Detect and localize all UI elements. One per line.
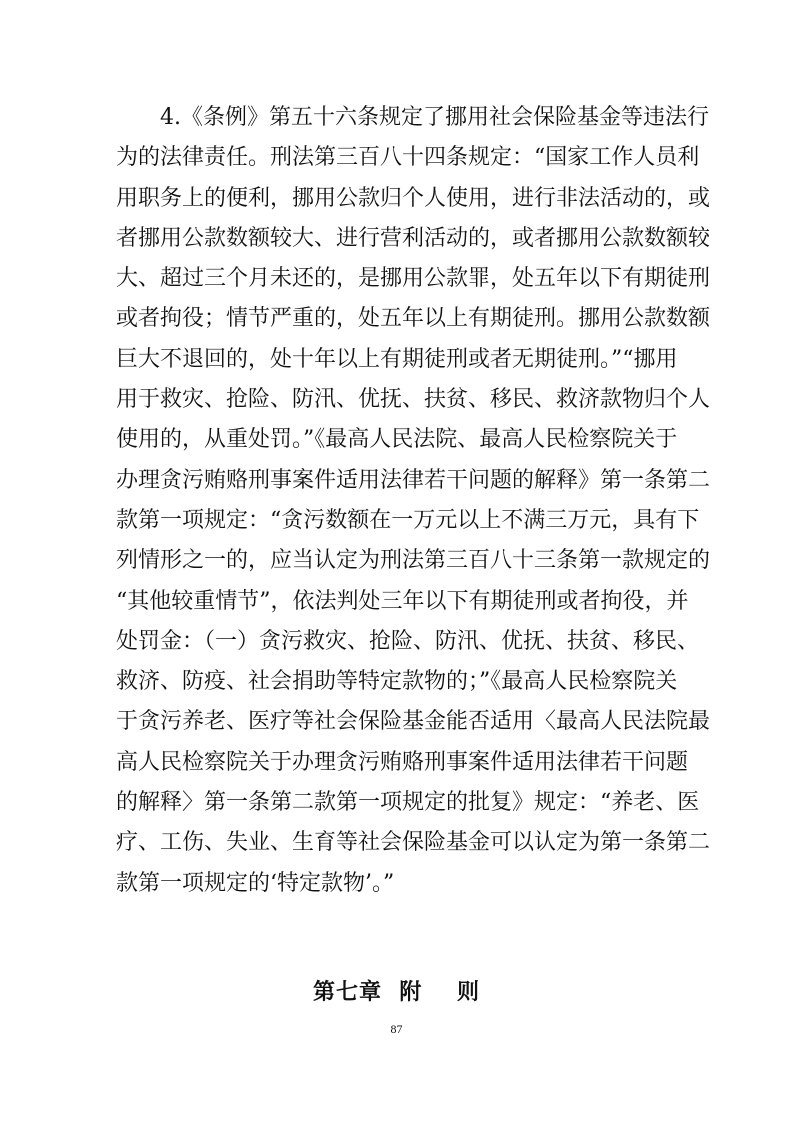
text-line: 或者拘役；情节严重的，处五年以上有期徒刑。挪用公款数额 — [116, 306, 711, 332]
text-line: 列情形之一的，应当认定为刑法第三百八十三条第一款规定的 — [116, 548, 711, 574]
text-line: 用于救灾、抢险、防汛、优抚、扶贫、移民、救济款物归个人 — [116, 387, 711, 413]
body-paragraph — [116, 98, 711, 904]
text-line: 高人民检察院关于办理贪污贿赂刑事案件适用法律若干问题 — [116, 749, 689, 775]
text-line: 使用的，从重处罚。”《最高人民法院、最高人民检察院关于 — [116, 427, 678, 453]
text-line: 的解释〉第一条第二款第一项规定的批复》规定：“养老、医 — [116, 790, 700, 816]
text-line: 处罚金：（一）贪污救灾、抢险、防汛、优抚、扶贫、移民、 — [116, 628, 700, 654]
text-line: 者挪用公款数额较大、进行营利活动的，或者挪用公款数额较 — [116, 225, 711, 251]
text-line: 用职务上的便利，挪用公款归个人使用，进行非法活动的，或 — [116, 185, 711, 211]
text-line: “其他较重情节”，依法判处三年以下有期徒刑或者拘役，并 — [116, 588, 689, 614]
text-line: 巨大不退回的，处十年以上有期徒刑或者无期徒刑。”“挪用 — [116, 346, 678, 372]
chapter-heading: 第七章 附 则 — [313, 980, 480, 1005]
text-line: 款第一项规定的‘特定款物’。” — [116, 870, 395, 896]
text-line: 大、超过三个月未还的，是挪用公款罪，处五年以下有期徒刑 — [116, 266, 711, 292]
text-line: 办理贪污贿赂刑事案件适用法律若干问题的解释》第一条第二 — [116, 467, 711, 493]
page-number: 87 — [390, 1022, 403, 1036]
text-line: 款第一项规定：“贪污数额在一万元以上不满三万元，具有下 — [116, 507, 700, 533]
text-line: 救济、防疫、社会捐助等特定款物的；”《最高人民检察院关 — [116, 669, 678, 695]
text-line: 疗、工伤、失业、生育等社会保险基金可以认定为第一条第二 — [116, 830, 711, 856]
text-line: 为的法律责任。刑法第三百八十四条规定：“国家工作人员利 — [116, 145, 700, 171]
text-line: 于贪污养老、医疗等社会保险基金能否适用〈最高人民法院最 — [116, 709, 711, 735]
text-line: 4.《条例》第五十六条规定了挪用社会保险基金等违法行 — [116, 105, 709, 130]
